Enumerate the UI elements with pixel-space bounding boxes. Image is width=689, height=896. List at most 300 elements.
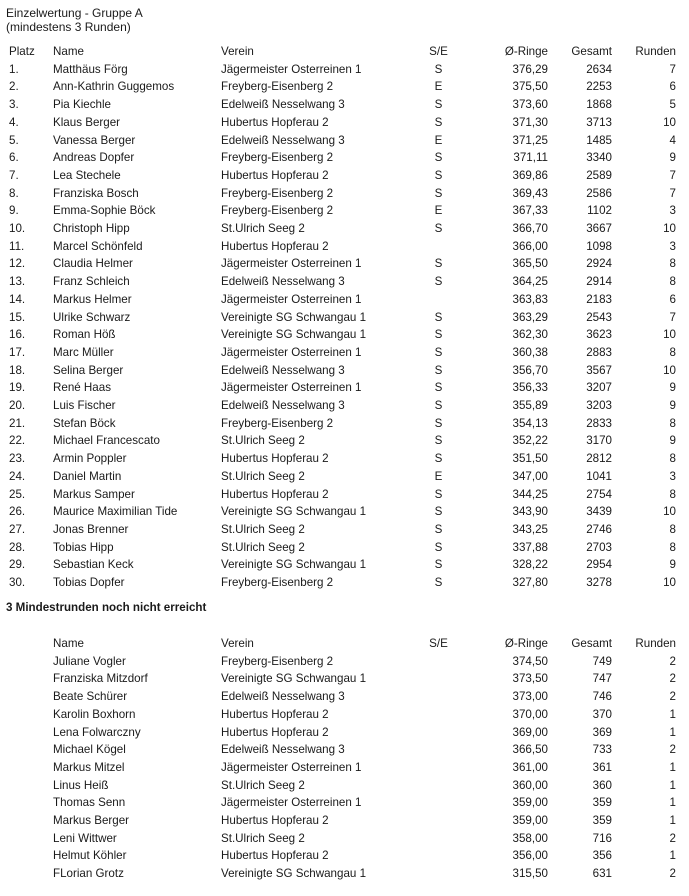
cell-gesamt: 631 (592, 867, 612, 881)
cell-se (411, 794, 466, 812)
cell-runden: 1 (669, 796, 676, 810)
cell-se (411, 759, 466, 777)
cell-se (411, 688, 466, 706)
cell-name: Michael Francescato (53, 434, 160, 448)
cell-ringe: 367,33 (512, 204, 548, 218)
cell-se: S (434, 363, 443, 377)
cell-runden: 10 (663, 363, 676, 377)
cell-ringe: 365,50 (512, 257, 548, 271)
cell-runden: 4 (669, 133, 676, 147)
cell-gesamt: 1485 (586, 133, 612, 147)
cell-verein: Jägermeister Osterreinen 1 (221, 292, 362, 306)
cell-platz (0, 670, 53, 688)
cell-se (411, 741, 466, 759)
cell-se (411, 670, 466, 688)
cell-name: Stefan Böck (53, 416, 116, 430)
cell-name: Helmut Köhler (53, 849, 127, 863)
cell-platz: 24. (9, 469, 26, 483)
cell-se: S (434, 452, 443, 466)
cell-se: S (434, 310, 443, 324)
cell-ringe: 351,50 (512, 452, 548, 466)
cell-name: Linus Heiß (53, 778, 109, 792)
cell-runden: 6 (669, 80, 676, 94)
cell-name: Michael Kögel (53, 743, 126, 757)
cell-verein: St.Ulrich Seeg 2 (221, 831, 305, 845)
cell-gesamt: 361 (592, 760, 612, 774)
cell-verein: Hubertus Hopferau 2 (221, 239, 329, 253)
column-header-ringe: Ø-Ringe (504, 45, 548, 58)
table-row (0, 255, 689, 273)
cell-se: E (434, 133, 443, 147)
cell-ringe: 347,00 (512, 469, 548, 483)
cell-runden: 7 (669, 62, 676, 76)
cell-ringe: 358,00 (512, 831, 548, 845)
cell-runden: 8 (669, 275, 676, 289)
table-row (0, 777, 689, 795)
cell-name: Marcel Schönfeld (53, 239, 143, 253)
cell-runden: 7 (669, 186, 676, 200)
cell-platz (0, 688, 53, 706)
cell-platz: 22. (9, 434, 26, 448)
cell-verein: Vereinigte SG Schwangau 1 (221, 558, 367, 572)
cell-se: S (434, 62, 443, 76)
table-row (0, 706, 689, 724)
cell-ringe: 343,25 (512, 522, 548, 536)
cell-platz: 5. (9, 133, 19, 147)
cell-name: Markus Samper (53, 487, 135, 501)
cell-platz: 9. (9, 204, 19, 218)
cell-se (411, 812, 466, 830)
cell-runden: 8 (669, 487, 676, 501)
cell-runden: 2 (669, 831, 676, 845)
table-row (0, 670, 689, 688)
column-header-gesamt: Gesamt (571, 637, 612, 650)
cell-name: Juliane Vogler (53, 654, 126, 668)
cell-runden: 1 (669, 849, 676, 863)
cell-name: Markus Berger (53, 814, 130, 828)
cell-ringe: 361,00 (512, 760, 548, 774)
cell-ringe: 337,88 (512, 540, 548, 554)
table-row (0, 432, 689, 450)
cell-name: Roman Höß (53, 328, 116, 342)
cell-runden: 1 (669, 707, 676, 721)
column-header-platz-empty (0, 635, 53, 653)
table-row (0, 132, 689, 150)
cell-se: S (434, 434, 443, 448)
cell-ringe: 356,00 (512, 849, 548, 863)
cell-runden: 3 (669, 239, 676, 253)
cell-gesamt: 369 (592, 725, 612, 739)
cell-verein: Hubertus Hopferau 2 (221, 725, 329, 739)
cell-platz (0, 794, 53, 812)
cell-ringe: 352,22 (512, 434, 548, 448)
cell-verein: Vereinigte SG Schwangau 1 (221, 672, 367, 686)
section-heading-unranked: 3 Mindestrunden noch nicht erreicht (6, 601, 207, 614)
cell-se: S (434, 275, 443, 289)
cell-runden: 8 (669, 416, 676, 430)
ranking-table (0, 43, 689, 592)
cell-runden: 2 (669, 867, 676, 881)
cell-gesamt: 2833 (586, 416, 612, 430)
cell-se (411, 830, 466, 848)
cell-se: S (434, 505, 443, 519)
cell-runden: 9 (669, 434, 676, 448)
cell-verein: St.Ulrich Seeg 2 (221, 469, 305, 483)
cell-platz: 3. (9, 98, 19, 112)
cell-gesamt: 2253 (586, 80, 612, 94)
cell-verein: Hubertus Hopferau 2 (221, 452, 329, 466)
cell-gesamt: 1098 (586, 239, 612, 253)
cell-se: E (434, 80, 443, 94)
cell-ringe: 359,00 (512, 814, 548, 828)
table-row (0, 450, 689, 468)
cell-platz (0, 653, 53, 671)
table-row (0, 291, 689, 309)
cell-runden: 8 (669, 345, 676, 359)
cell-verein: Hubertus Hopferau 2 (221, 707, 329, 721)
cell-name: Karolin Boxhorn (53, 707, 136, 721)
cell-runden: 8 (669, 452, 676, 466)
table-row (0, 202, 689, 220)
cell-ringe: 371,11 (513, 151, 548, 165)
cell-platz: 20. (9, 399, 26, 413)
cell-gesamt: 3667 (586, 222, 612, 236)
cell-verein: St.Ulrich Seeg 2 (221, 222, 305, 236)
cell-ringe: 366,70 (512, 222, 548, 236)
cell-name: Pia Kiechle (53, 98, 112, 112)
cell-verein: Jägermeister Osterreinen 1 (221, 257, 362, 271)
cell-se (411, 291, 466, 309)
cell-gesamt: 2703 (586, 540, 612, 554)
cell-gesamt: 359 (592, 814, 612, 828)
cell-se: S (434, 115, 443, 129)
cell-platz: 18. (9, 363, 26, 377)
cell-se: S (434, 168, 443, 182)
cell-platz: 2. (9, 80, 19, 94)
cell-platz (0, 741, 53, 759)
column-header-ringe: Ø-Ringe (504, 637, 548, 650)
cell-name: Klaus Berger (53, 115, 121, 129)
cell-platz: 1. (9, 62, 19, 76)
cell-gesamt: 2634 (586, 62, 612, 76)
cell-gesamt: 3340 (586, 151, 612, 165)
table-row (0, 309, 689, 327)
cell-ringe: 374,50 (512, 654, 548, 668)
cell-platz: 26. (9, 505, 26, 519)
cell-se: E (434, 204, 443, 218)
cell-gesamt: 746 (592, 690, 612, 704)
cell-gesamt: 716 (592, 831, 612, 845)
cell-name: Matthäus Förg (53, 62, 128, 76)
cell-runden: 1 (669, 814, 676, 828)
cell-gesamt: 3278 (586, 576, 612, 590)
cell-name: Marc Müller (53, 345, 114, 359)
table-row (0, 415, 689, 433)
cell-verein: Edelweiß Nesselwang 3 (221, 743, 345, 757)
cell-gesamt: 3567 (586, 363, 612, 377)
cell-runden: 10 (663, 222, 676, 236)
cell-name: Franz Schleich (53, 275, 130, 289)
cell-verein: Jägermeister Osterreinen 1 (221, 62, 362, 76)
cell-verein: Edelweiß Nesselwang 3 (221, 98, 345, 112)
cell-name: Armin Poppler (53, 452, 127, 466)
cell-name: Franziska Mitzdorf (53, 672, 148, 686)
cell-gesamt: 2954 (586, 558, 612, 572)
cell-platz (0, 706, 53, 724)
cell-se: S (434, 345, 443, 359)
cell-verein: Freyberg-Eisenberg 2 (221, 416, 334, 430)
cell-verein: Freyberg-Eisenberg 2 (221, 80, 334, 94)
unranked-table (0, 635, 689, 883)
cell-gesamt: 3713 (586, 115, 612, 129)
cell-ringe: 362,30 (512, 328, 548, 342)
page-title (6, 6, 143, 34)
cell-se: S (434, 558, 443, 572)
table-row (0, 61, 689, 79)
table-row (0, 574, 689, 592)
table-row (0, 486, 689, 504)
cell-platz: 21. (9, 416, 26, 430)
cell-gesamt: 733 (592, 743, 612, 757)
cell-runden: 9 (669, 381, 676, 395)
cell-verein: Freyberg-Eisenberg 2 (221, 204, 334, 218)
cell-ringe: 344,25 (512, 487, 548, 501)
cell-name: Jonas Brenner (53, 522, 129, 536)
title-line-group: Einzelwertung - Gruppe A (6, 6, 143, 20)
cell-verein: Jägermeister Osterreinen 1 (221, 381, 362, 395)
table-row (0, 741, 689, 759)
cell-se: S (434, 399, 443, 413)
cell-runden: 8 (669, 522, 676, 536)
cell-runden: 5 (669, 98, 676, 112)
table-row (0, 344, 689, 362)
cell-name: Ann-Kathrin Guggemos (53, 80, 175, 94)
cell-platz: 7. (9, 168, 19, 182)
cell-ringe: 356,70 (512, 363, 548, 377)
cell-gesamt: 747 (592, 672, 612, 686)
cell-ringe: 356,33 (512, 381, 548, 395)
cell-name: Andreas Dopfer (53, 151, 135, 165)
cell-se (411, 238, 466, 256)
cell-platz (0, 812, 53, 830)
cell-runden: 2 (669, 690, 676, 704)
cell-gesamt: 2543 (586, 310, 612, 324)
cell-platz: 6. (9, 151, 19, 165)
cell-ringe: 375,50 (512, 80, 548, 94)
cell-name: Luis Fischer (53, 399, 116, 413)
unranked-rows (0, 653, 689, 883)
cell-gesamt: 3439 (586, 505, 612, 519)
table-row (0, 468, 689, 486)
cell-platz: 19. (9, 381, 26, 395)
cell-gesamt: 2924 (586, 257, 612, 271)
cell-se: S (434, 576, 443, 590)
cell-runden: 7 (669, 168, 676, 182)
unranked-header-row (0, 635, 689, 653)
cell-se: E (434, 469, 443, 483)
cell-se: S (434, 381, 443, 395)
cell-se: S (434, 98, 443, 112)
cell-ringe: 354,13 (512, 416, 548, 430)
cell-gesamt: 3207 (586, 381, 612, 395)
cell-platz: 12. (9, 257, 26, 271)
cell-se (411, 777, 466, 795)
cell-verein: Jägermeister Osterreinen 1 (221, 345, 362, 359)
cell-ringe: 373,60 (512, 98, 548, 112)
cell-gesamt: 2883 (586, 345, 612, 359)
table-row (0, 78, 689, 96)
table-row (0, 812, 689, 830)
cell-se (411, 724, 466, 742)
cell-gesamt: 1041 (586, 469, 612, 483)
cell-platz: 28. (9, 540, 26, 554)
cell-gesamt: 2914 (586, 275, 612, 289)
cell-se (411, 847, 466, 865)
cell-verein: Edelweiß Nesselwang 3 (221, 363, 345, 377)
table-row (0, 556, 689, 574)
cell-platz: 16. (9, 328, 26, 342)
table-row (0, 724, 689, 742)
cell-se: S (434, 416, 443, 430)
cell-runden: 9 (669, 151, 676, 165)
table-row (0, 238, 689, 256)
cell-verein: Hubertus Hopferau 2 (221, 115, 329, 129)
cell-name: Ulrike Schwarz (53, 310, 131, 324)
cell-se: S (434, 151, 443, 165)
cell-runden: 3 (669, 204, 676, 218)
cell-runden: 10 (663, 505, 676, 519)
cell-platz: 17. (9, 345, 26, 359)
table-row (0, 379, 689, 397)
cell-runden: 9 (669, 558, 676, 572)
cell-gesamt: 1102 (587, 204, 612, 218)
cell-runden: 7 (669, 310, 676, 324)
cell-platz (0, 830, 53, 848)
cell-runden: 9 (669, 399, 676, 413)
cell-runden: 1 (669, 725, 676, 739)
table-row (0, 397, 689, 415)
cell-gesamt: 749 (592, 654, 612, 668)
cell-verein: Jägermeister Osterreinen 1 (221, 796, 362, 810)
cell-verein: Jägermeister Osterreinen 1 (221, 760, 362, 774)
cell-platz: 23. (9, 452, 26, 466)
cell-se: S (434, 222, 443, 236)
column-header-se: S/E (429, 45, 448, 58)
cell-name: Tobias Hipp (53, 540, 114, 554)
table-row (0, 688, 689, 706)
cell-name: Tobias Dopfer (53, 576, 125, 590)
cell-verein: St.Ulrich Seeg 2 (221, 778, 305, 792)
cell-verein: Edelweiß Nesselwang 3 (221, 133, 345, 147)
cell-gesamt: 356 (592, 849, 612, 863)
column-header-name: Name (53, 637, 84, 650)
cell-ringe: 369,00 (512, 725, 548, 739)
cell-name: Markus Helmer (53, 292, 132, 306)
cell-name: René Haas (53, 381, 112, 395)
cell-name: FLorian Grotz (53, 867, 124, 881)
ranking-header-row (0, 43, 689, 61)
cell-name: Selina Berger (53, 363, 124, 377)
cell-se: S (434, 328, 443, 342)
cell-se (411, 706, 466, 724)
cell-name: Claudia Helmer (53, 257, 133, 271)
column-header-platz: Platz (9, 45, 35, 58)
column-header-verein: Verein (221, 637, 254, 650)
cell-ringe: 366,00 (512, 239, 548, 253)
cell-runden: 8 (669, 257, 676, 271)
cell-platz (0, 865, 53, 883)
cell-name: Sebastian Keck (53, 558, 134, 572)
cell-gesamt: 3170 (586, 434, 612, 448)
cell-verein: Vereinigte SG Schwangau 1 (221, 505, 367, 519)
cell-verein: Freyberg-Eisenberg 2 (221, 151, 334, 165)
table-row (0, 847, 689, 865)
cell-se: S (434, 540, 443, 554)
cell-platz: 15. (9, 310, 26, 324)
cell-verein: Freyberg-Eisenberg 2 (221, 654, 334, 668)
table-row (0, 149, 689, 167)
table-row (0, 759, 689, 777)
cell-platz: 11. (9, 239, 25, 253)
cell-platz (0, 724, 53, 742)
cell-ringe: 371,25 (512, 133, 548, 147)
cell-name: Lea Stechele (53, 168, 121, 182)
cell-se (411, 653, 466, 671)
cell-ringe: 369,86 (512, 168, 548, 182)
table-row (0, 830, 689, 848)
cell-ringe: 359,00 (512, 796, 548, 810)
cell-runden: 1 (669, 778, 676, 792)
table-row (0, 539, 689, 557)
cell-name: Markus Mitzel (53, 760, 125, 774)
cell-verein: St.Ulrich Seeg 2 (221, 434, 305, 448)
cell-platz (0, 847, 53, 865)
cell-ringe: 373,00 (512, 690, 548, 704)
cell-ringe: 373,50 (512, 672, 548, 686)
title-line-minimum: (mindestens 3 Runden) (6, 20, 131, 34)
cell-name: Lena Folwarczny (53, 725, 141, 739)
cell-name: Emma-Sophie Böck (53, 204, 156, 218)
column-header-name: Name (53, 45, 84, 58)
cell-platz: 13. (9, 275, 26, 289)
table-row (0, 167, 689, 185)
table-row (0, 96, 689, 114)
cell-platz (0, 777, 53, 795)
cell-ringe: 370,00 (512, 707, 548, 721)
cell-verein: Freyberg-Eisenberg 2 (221, 186, 334, 200)
cell-name: Franziska Bosch (53, 186, 139, 200)
cell-se: S (434, 257, 443, 271)
cell-ringe: 360,00 (512, 778, 548, 792)
cell-platz: 8. (9, 186, 19, 200)
cell-ringe: 328,22 (512, 558, 548, 572)
cell-verein: Vereinigte SG Schwangau 1 (221, 867, 367, 881)
cell-ringe: 363,83 (512, 292, 548, 306)
cell-ringe: 366,50 (512, 743, 548, 757)
cell-verein: Hubertus Hopferau 2 (221, 168, 329, 182)
column-header-se: S/E (429, 637, 448, 650)
cell-se: S (434, 522, 443, 536)
cell-gesamt: 2586 (586, 186, 612, 200)
column-header-runden: Runden (635, 45, 676, 58)
cell-runden: 10 (663, 115, 676, 129)
table-row (0, 865, 689, 883)
table-row (0, 362, 689, 380)
cell-ringe: 369,43 (512, 186, 548, 200)
cell-ringe: 360,38 (512, 345, 548, 359)
cell-ringe: 376,29 (512, 62, 548, 76)
column-header-gesamt: Gesamt (571, 45, 612, 58)
